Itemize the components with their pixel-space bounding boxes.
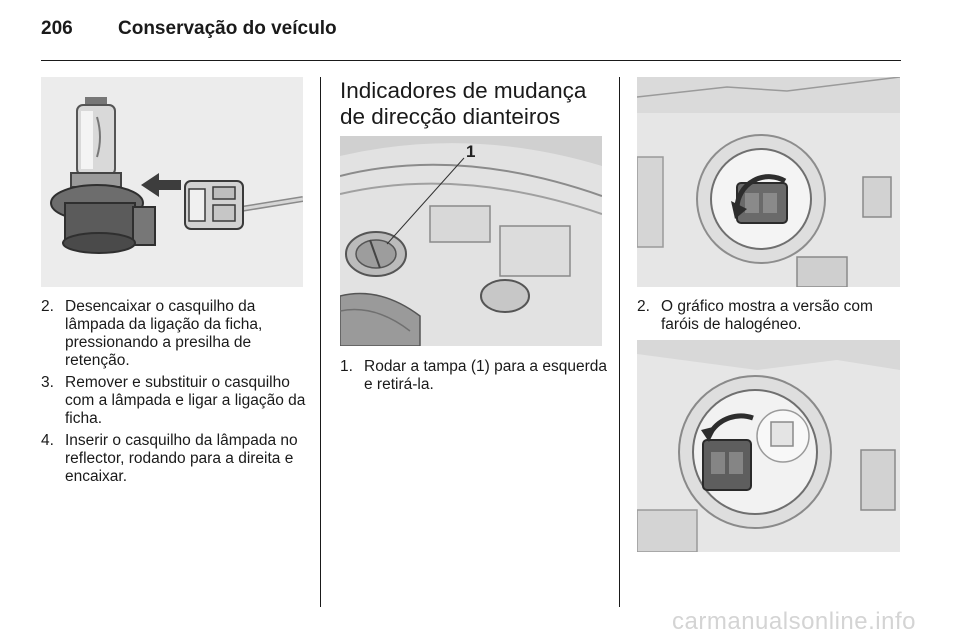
chapter-title: Conservação do veículo — [118, 18, 337, 39]
left-steps-list — [41, 298, 309, 490]
right-steps-list — [637, 298, 903, 338]
step-text: Rodar a tampa (1) para a esquerda e retirá-la. — [364, 358, 607, 393]
section-heading: Indicadores de mudança de direcção dianteiros — [340, 78, 587, 129]
header-divider — [41, 60, 901, 61]
list-item — [340, 358, 608, 394]
step-text: Remover e substituir o casquilho com a lâmpada e ligar a ligação da ficha. — [65, 374, 306, 427]
column-divider-right — [619, 77, 620, 607]
list-item — [41, 432, 309, 486]
list-item — [41, 298, 309, 370]
socket-rotation-illustration — [637, 77, 900, 287]
step-number: 1. — [340, 358, 353, 375]
middle-steps-list — [340, 358, 608, 398]
step-text: Inserir o casquilho da lâmpada no reflector, rodando para a direita e encaixar. — [65, 432, 298, 485]
watermark: carmanualsonline.info — [672, 608, 916, 635]
step-number: 3. — [41, 374, 54, 391]
page-number: 206 — [41, 18, 73, 39]
step-number: 2. — [41, 298, 54, 315]
headlamp-cover-illustration — [340, 136, 602, 346]
step-text: O gráfico mostra a versão com faróis de halogéneo. — [661, 298, 873, 333]
page-header — [41, 18, 901, 63]
figure-callout-1: 1 — [466, 142, 476, 161]
column-divider-left — [320, 77, 321, 607]
bulb-and-plug-illustration — [41, 77, 303, 287]
halogen-socket-illustration — [637, 340, 900, 552]
list-item — [41, 374, 309, 428]
step-number: 4. — [41, 432, 54, 449]
step-text: Desencaixar o casquilho da lâmpada da ligação da ficha, pressionando a presilha de retenção. — [65, 298, 263, 369]
step-number: 2. — [637, 298, 650, 315]
list-item — [637, 298, 903, 334]
